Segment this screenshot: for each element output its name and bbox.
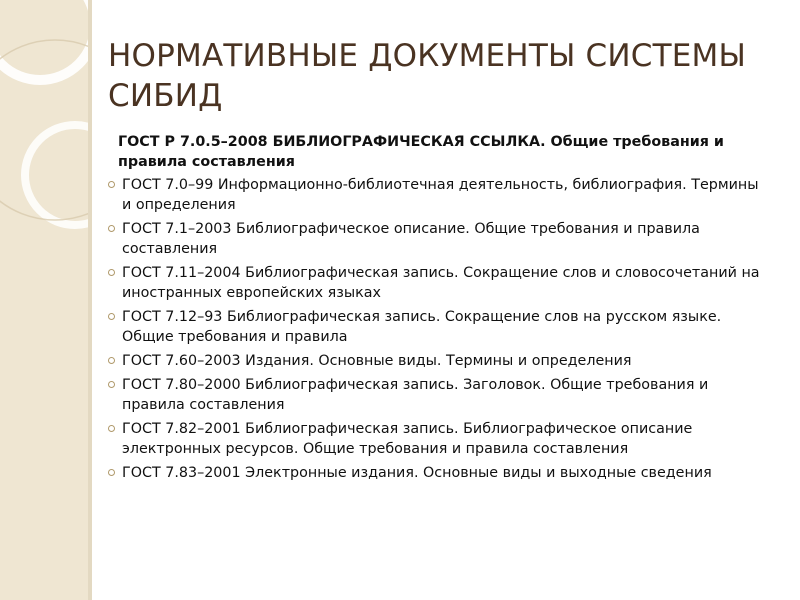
list-item	[108, 463, 768, 483]
decorative-side-panel	[0, 0, 88, 600]
circle-bullet-icon	[108, 469, 115, 476]
list-item-text: ГОСТ 7.60–2003 Издания. Основные виды. Термины и определения	[122, 353, 632, 369]
circle-bullet-icon	[108, 269, 115, 276]
circle-bullet-icon	[108, 357, 115, 364]
list-item	[108, 263, 768, 303]
circle-bullet-icon	[108, 381, 115, 388]
side-panel-edge	[88, 0, 92, 600]
decorative-circles-graphic	[0, 0, 88, 600]
list-item	[108, 307, 768, 347]
circle-bullet-icon	[108, 425, 115, 432]
list-item-text: ГОСТ 7.0–99 Информационно-библиотечная деятельность, библиография. Термины и определения	[122, 177, 759, 213]
standards-list	[108, 175, 768, 483]
circle-bullet-icon	[108, 313, 115, 320]
list-item-text: ГОСТ 7.1–2003 Библиографическое описание. Общие требования и правила составления	[122, 221, 700, 257]
list-item	[108, 351, 768, 371]
slide-title: НОРМАТИВНЫЕ ДОКУМЕНТЫ СИСТЕМЫ СИБИД	[108, 38, 747, 114]
circle-bullet-icon	[108, 181, 115, 188]
slide-content	[108, 132, 768, 487]
list-item-text: ГОСТ 7.80–2000 Библиографическая запись. Заголовок. Общие требования и правила составления	[122, 377, 709, 413]
list-item-text: ГОСТ 7.82–2001 Библиографическая запись. Библиографическое описание электронных ресурсов. Общие требования и правила составления	[122, 421, 693, 457]
lead-standard: ГОСТ Р 7.0.5–2008 БИБЛИОГРАФИЧЕСКАЯ ССЫЛКА. Общие требования и правила составления	[118, 134, 724, 170]
list-item-text: ГОСТ 7.83–2001 Электронные издания. Основные виды и выходные сведения	[122, 465, 712, 481]
list-item-text: ГОСТ 7.11–2004 Библиографическая запись. Сокращение слов и словосочетаний на иностранных европейских языках	[122, 265, 760, 301]
list-item-text: ГОСТ 7.12–93 Библиографическая запись. Сокращение слов на русском языке. Общие требования и правила	[122, 309, 722, 345]
list-item	[108, 419, 768, 459]
list-item	[108, 375, 768, 415]
list-item	[108, 219, 768, 259]
list-item	[108, 175, 768, 215]
circle-bullet-icon	[108, 225, 115, 232]
